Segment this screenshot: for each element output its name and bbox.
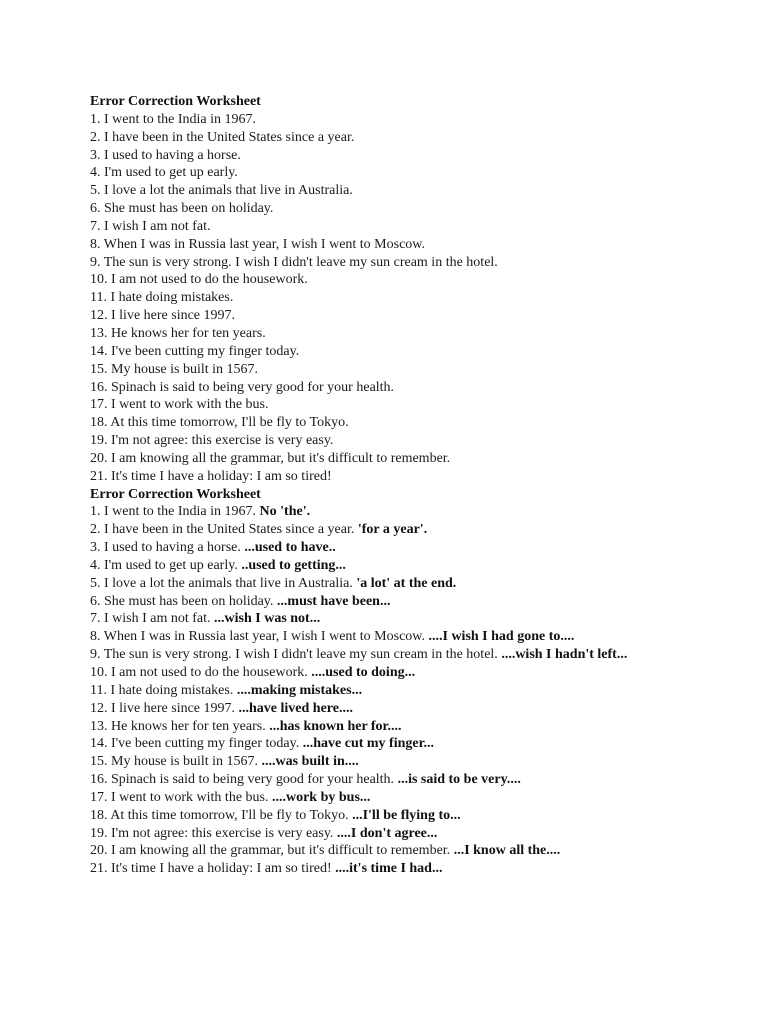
sentence-text: 3. I used to having a horse. <box>90 540 245 556</box>
answer-line <box>90 593 690 611</box>
correction-text: ...I'll be flying to... <box>352 807 461 823</box>
answer-line <box>90 664 690 682</box>
correction-text: ...I know all the.... <box>453 843 561 859</box>
exercise-line: 2. I have been in the United States since a year. <box>90 129 355 145</box>
exercise-line: 21. It's time I have a holiday: I am so tired! <box>90 468 332 484</box>
exercise-line: 3. I used to having a horse. <box>90 147 241 163</box>
correction-text: ....used to doing... <box>311 665 416 680</box>
sentence-text: 7. I wish I am not fat. <box>90 611 215 627</box>
exercise-line: 16. Spinach is said to being very good for your health. <box>90 379 395 395</box>
answer-line <box>90 771 690 789</box>
exercise-line: 14. I've been cutting my finger today. <box>90 343 300 359</box>
sentence-text: 1. I went to the India in 1967. <box>90 504 260 520</box>
exercise-line: 13. He knows her for ten years. <box>90 325 266 341</box>
sentence-text: 11. I hate doing mistakes. <box>90 682 237 698</box>
sentence-text: 17. I went to work with the bus. <box>90 789 272 805</box>
sentence-text: 13. He knows her for ten years. <box>90 718 270 734</box>
answer-line <box>90 825 690 843</box>
exercise-line: 17. I went to work with the bus. <box>90 397 269 413</box>
sentence-text: 10. I am not used to do the housework. <box>90 665 312 680</box>
answer-line <box>90 789 690 807</box>
exercise-line: 15. My house is built in 1567. <box>90 361 259 377</box>
answer-line <box>90 557 690 575</box>
exercise-line: 8. When I was in Russia last year, I wish I went to Moscow. <box>90 236 425 252</box>
sentence-text: 8. When I was in Russia last year, I wish I went to Moscow. <box>90 629 429 645</box>
sentence-text: 6. She must has been on holiday. <box>90 593 277 609</box>
correction-text: 'a lot' at the end. <box>356 575 457 591</box>
answer-line <box>90 521 690 539</box>
correction-text: ....I wish I had gone to.... <box>428 629 575 645</box>
section2-answer-list <box>90 503 690 878</box>
section1-title: Error Correction Worksheet <box>90 94 261 109</box>
section2-title: Error Correction Worksheet <box>90 486 261 502</box>
sentence-text: 20. I am knowing all the grammar, but it's difficult to remember. <box>90 843 454 859</box>
section1-exercise-list <box>90 111 690 486</box>
correction-text: ....work by bus... <box>271 789 371 805</box>
exercise-line: 9. The sun is very strong. I wish I didn't leave my sun cream in the hotel. <box>90 254 498 270</box>
exercise-line: 18. At this time tomorrow, I'll be fly to Tokyo. <box>90 415 349 431</box>
correction-text: ....I don't agree... <box>336 825 438 841</box>
correction-text: ....making mistakes... <box>236 682 363 698</box>
correction-text: ...is said to be very.... <box>397 772 521 788</box>
correction-text: ...have cut my finger... <box>302 736 435 752</box>
answer-line <box>90 718 690 736</box>
exercise-line: 20. I am knowing all the grammar, but it's difficult to remember. <box>90 450 451 466</box>
exercise-line: 19. I'm not agree: this exercise is very easy. <box>90 433 334 449</box>
sentence-text: 18. At this time tomorrow, I'll be fly to Tokyo. <box>90 807 353 823</box>
answer-line <box>90 646 690 664</box>
sentence-text: 21. It's time I have a holiday: I am so tired! <box>90 861 336 877</box>
correction-text: ....wish I hadn't left... <box>501 647 628 663</box>
sentence-text: 5. I love a lot the animals that live in Australia. <box>90 575 357 591</box>
answer-line <box>90 610 690 628</box>
sentence-text: 16. Spinach is said to being very good for your health. <box>90 772 398 788</box>
sentence-text: 15. My house is built in 1567. <box>90 754 262 770</box>
correction-text: 'for a year'. <box>357 522 428 538</box>
exercise-line: 10. I am not used to do the housework. <box>90 272 308 288</box>
correction-text: ...wish I was not... <box>214 611 321 627</box>
exercise-line: 6. She must has been on holiday. <box>90 201 274 217</box>
answer-line <box>90 700 690 718</box>
exercise-line: 12. I live here since 1997. <box>90 308 236 324</box>
sentence-text: 4. I'm used to get up early. <box>90 557 242 573</box>
sentence-text: 9. The sun is very strong. I wish I didn't leave my sun cream in the hotel. <box>90 647 502 663</box>
correction-text: ...used to have.. <box>244 540 336 556</box>
sentence-text: 19. I'm not agree: this exercise is very easy. <box>90 825 337 841</box>
answer-line <box>90 503 690 521</box>
correction-text: ....was built in.... <box>261 754 359 770</box>
answer-line <box>90 842 690 860</box>
sentence-text: 2. I have been in the United States since a year. <box>90 522 358 538</box>
correction-text: ....it's time I had... <box>335 861 443 877</box>
correction-text: ..used to getting... <box>241 557 346 573</box>
correction-text: ...have lived here.... <box>238 700 353 716</box>
exercise-line: 5. I love a lot the animals that live in Australia. <box>90 183 353 199</box>
exercise-line: 7. I wish I am not fat. <box>90 218 211 234</box>
correction-text: ...must have been... <box>276 593 391 609</box>
sentence-text: 12. I live here since 1997. <box>90 700 239 716</box>
answer-line <box>90 860 690 878</box>
exercise-line: 11. I hate doing mistakes. <box>90 290 234 306</box>
answer-line <box>90 735 690 753</box>
worksheet-content <box>90 93 690 878</box>
correction-text: No 'the'. <box>259 504 311 520</box>
exercise-line: 1. I went to the India in 1967. <box>90 111 257 127</box>
correction-text: ...has known her for.... <box>269 718 402 734</box>
answer-line <box>90 807 690 825</box>
answer-line <box>90 682 690 700</box>
answer-line <box>90 753 690 771</box>
exercise-line: 4. I'm used to get up early. <box>90 165 238 181</box>
answer-line <box>90 539 690 557</box>
sentence-text: 14. I've been cutting my finger today. <box>90 736 303 752</box>
answer-line <box>90 575 690 593</box>
answer-line <box>90 628 690 646</box>
